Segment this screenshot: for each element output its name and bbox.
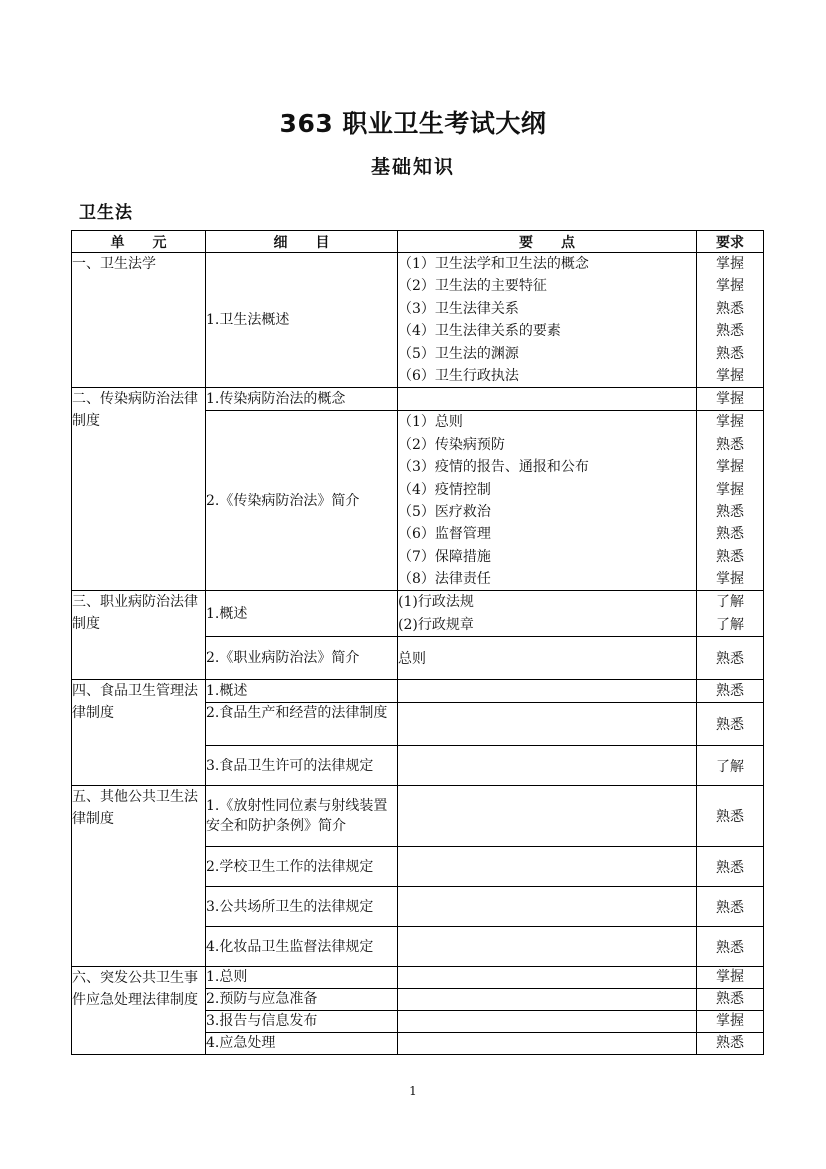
requirement-cell: 熟悉 bbox=[697, 680, 764, 703]
points-cell bbox=[398, 1011, 697, 1033]
requirement-line: 熟悉 bbox=[716, 345, 744, 362]
requirement-cell bbox=[697, 411, 764, 591]
item-cell: 3.公共场所卫生的法律规定 bbox=[206, 887, 398, 927]
points-cell bbox=[398, 927, 697, 967]
point-line: （1）卫生法学和卫生法的概念 bbox=[398, 256, 589, 272]
points-cell: 总则 bbox=[398, 637, 697, 680]
item-cell: 2.预防与应急准备 bbox=[206, 989, 398, 1011]
requirement-line: 掌握 bbox=[716, 571, 744, 588]
point-line: （6）监督管理 bbox=[398, 526, 491, 543]
requirement-line: 熟悉 bbox=[716, 300, 744, 317]
requirement-cell: 熟悉 bbox=[697, 927, 764, 967]
points-cell bbox=[398, 989, 697, 1011]
requirement-line: 熟悉 bbox=[716, 526, 744, 543]
points-cell bbox=[398, 847, 697, 887]
requirement-line: 熟悉 bbox=[716, 548, 744, 565]
item-cell: 2.学校卫生工作的法律规定 bbox=[206, 847, 398, 887]
requirement-cell: 熟悉 bbox=[697, 847, 764, 887]
header-item: 细 目 bbox=[206, 231, 398, 253]
table-row bbox=[72, 786, 764, 847]
point-line: （7）保障措施 bbox=[398, 548, 491, 565]
header-points: 要 点 bbox=[398, 231, 697, 253]
requirement-cell bbox=[697, 591, 764, 637]
page-number: 1 bbox=[409, 1084, 417, 1098]
item-cell: 1.卫生法概述 bbox=[206, 253, 398, 388]
requirement-line: 熟悉 bbox=[716, 503, 744, 520]
requirement-line: 了解 bbox=[716, 616, 744, 633]
item-cell: 1.总则 bbox=[206, 967, 398, 989]
points-cell bbox=[398, 680, 697, 703]
unit-cell: 二、传染病防治法律制度 bbox=[72, 388, 206, 591]
item-cell: 2.《传染病防治法》简介 bbox=[206, 411, 398, 591]
requirement-line: 了解 bbox=[716, 594, 744, 611]
points-cell bbox=[398, 1033, 697, 1055]
page-subtitle: 基础知识 bbox=[370, 156, 455, 178]
table-row bbox=[72, 253, 764, 388]
requirement-cell: 熟悉 bbox=[697, 703, 764, 746]
item-cell: 4.化妆品卫生监督法律规定 bbox=[206, 927, 398, 967]
point-line: （4）卫生法律关系的要素 bbox=[398, 323, 561, 340]
header-unit: 单 元 bbox=[72, 231, 206, 253]
item-cell: 1.传染病防治法的概念 bbox=[206, 388, 398, 411]
item-cell: 1.概述 bbox=[206, 591, 398, 637]
item-cell: 3.食品卫生许可的法律规定 bbox=[206, 746, 398, 786]
table-row bbox=[72, 967, 764, 989]
item-cell: 3.报告与信息发布 bbox=[206, 1011, 398, 1033]
header-requirement: 要求 bbox=[697, 231, 764, 253]
item-cell: 1.概述 bbox=[206, 680, 398, 703]
point-line: (2)行政规章 bbox=[398, 616, 474, 633]
requirement-cell: 熟悉 bbox=[697, 1033, 764, 1055]
points-cell bbox=[398, 411, 697, 591]
item-cell: 1.《放射性同位素与射线装置安全和防护条例》简介 bbox=[206, 786, 398, 847]
requirement-cell bbox=[697, 253, 764, 388]
requirement-cell: 掌握 bbox=[697, 388, 764, 411]
table-row bbox=[72, 388, 764, 411]
requirement-cell: 熟悉 bbox=[697, 989, 764, 1011]
requirement-line: 熟悉 bbox=[716, 436, 744, 453]
points-cell bbox=[398, 887, 697, 927]
points-cell bbox=[398, 746, 697, 786]
points-cell bbox=[398, 253, 697, 388]
point-line: （2）传染病预防 bbox=[398, 436, 505, 453]
table-row bbox=[72, 591, 764, 637]
table-row bbox=[72, 680, 764, 703]
requirement-line: 掌握 bbox=[716, 481, 744, 498]
requirement-line: 掌握 bbox=[716, 367, 744, 384]
unit-cell: 四、食品卫生管理法律制度 bbox=[72, 680, 206, 786]
point-line: （4）疫情控制 bbox=[398, 481, 491, 498]
points-cell bbox=[398, 967, 697, 989]
requirement-line: 掌握 bbox=[716, 278, 744, 295]
point-line: （8）法律责任 bbox=[398, 571, 491, 588]
point-line: （2）卫生法的主要特征 bbox=[398, 278, 547, 295]
requirement-line: 掌握 bbox=[716, 459, 744, 476]
table-header-row bbox=[72, 231, 764, 253]
point-line: （3）卫生法律关系 bbox=[398, 300, 519, 317]
point-line: （1）总则 bbox=[398, 414, 463, 431]
requirement-cell: 熟悉 bbox=[697, 887, 764, 927]
point-line: （5）卫生法的渊源 bbox=[398, 345, 519, 362]
unit-cell: 六、突发公共卫生事件应急处理法律制度 bbox=[72, 967, 206, 1055]
points-cell bbox=[398, 786, 697, 847]
points-cell bbox=[398, 591, 697, 637]
requirement-line: 掌握 bbox=[716, 414, 744, 431]
points-cell bbox=[398, 703, 697, 746]
point-line: (1)行政法规 bbox=[398, 594, 474, 611]
unit-cell: 五、其他公共卫生法律制度 bbox=[72, 786, 206, 967]
requirement-line: 掌握 bbox=[716, 256, 744, 272]
requirement-cell: 熟悉 bbox=[697, 786, 764, 847]
unit-cell: 三、职业病防治法律制度 bbox=[72, 591, 206, 680]
page-title: 363 职业卫生考试大纲 bbox=[279, 109, 547, 138]
requirement-line: 熟悉 bbox=[716, 323, 744, 340]
point-line: （6）卫生行政执法 bbox=[398, 367, 519, 384]
point-line: （3）疫情的报告、通报和公布 bbox=[398, 459, 589, 476]
point-line: （5）医疗救治 bbox=[398, 503, 491, 520]
requirement-cell: 了解 bbox=[697, 746, 764, 786]
points-cell bbox=[398, 388, 697, 411]
unit-cell: 一、卫生法学 bbox=[72, 253, 206, 388]
item-cell: 2.《职业病防治法》简介 bbox=[206, 637, 398, 680]
requirement-cell: 熟悉 bbox=[697, 637, 764, 680]
requirement-cell: 掌握 bbox=[697, 967, 764, 989]
section-heading: 卫生法 bbox=[79, 203, 133, 223]
item-cell: 2.食品生产和经营的法律制度 bbox=[206, 703, 398, 746]
item-cell: 4.应急处理 bbox=[206, 1033, 398, 1055]
syllabus-table bbox=[71, 230, 764, 1055]
requirement-cell: 掌握 bbox=[697, 1011, 764, 1033]
